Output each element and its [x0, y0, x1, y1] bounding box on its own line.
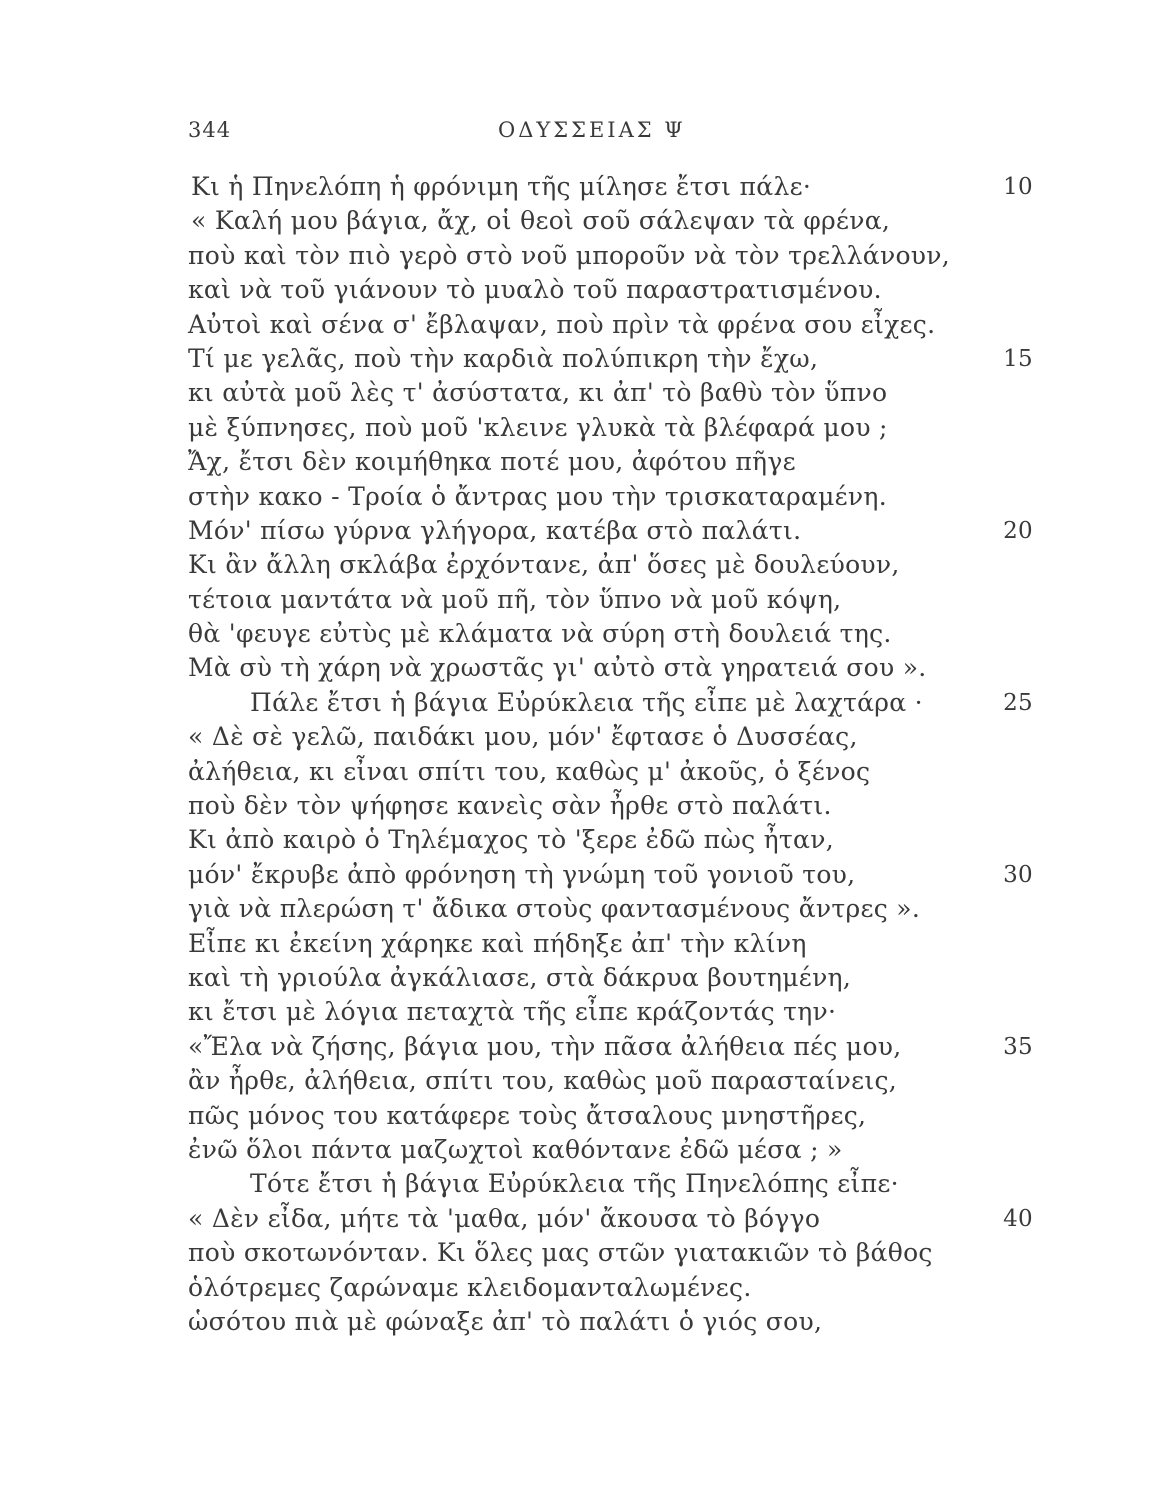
verse-line — [188, 170, 1048, 204]
verse-line-text: Μὰ σὺ τὴ χάρη νὰ χρωστᾶς γι' αὐτὸ στὰ γηρατειά σου ». — [188, 653, 927, 683]
verse-line-text: τέτοια μαντάτα νὰ μοῦ πῆ, τὸν ὕπνο νὰ μοῦ κόψη, — [188, 584, 842, 614]
verse-line — [188, 961, 1048, 995]
verse-line-text: ἀλήθεια, κι εἶναι σπίτι του, καθὼς μ' ἀκοῦς, ὁ ξένος — [188, 756, 871, 786]
verse-line — [188, 892, 1048, 926]
verse-line-text: Κι ἡ Πηνελόπη ἡ φρόνιμη τῆς μίλησε ἔτσι πάλε· — [191, 172, 812, 201]
verse-line — [188, 755, 1048, 789]
page-title: ΟΔΥΣΣΕΙΑΣ Ψ — [498, 118, 686, 142]
line-number: 25 — [1003, 689, 1033, 716]
verse-line-text: πῶς μόνος του κατάφερε τοὺς ἄτσαλους μνηστῆρες, — [188, 1100, 867, 1130]
line-number: 10 — [1003, 174, 1033, 200]
running-head — [188, 118, 1016, 148]
verse-line — [188, 273, 1048, 307]
line-number: 40 — [1003, 1205, 1033, 1232]
verse-line-text: Πάλε ἔτσι ἡ βάγια Εὐρύκλεια τῆς εἶπε μὲ λαχτάρα · — [250, 687, 923, 717]
verse-line-text: ποὺ σκοτωνόνταν. Κι ὅλες μας στῶν γιατακιῶν τὸ βάθος — [188, 1238, 933, 1268]
verse-line-text: ἂν ἦρθε, ἀλήθεια, σπίτι του, καθὼς μοῦ παρασταίνεις, — [188, 1066, 898, 1096]
verse-line — [188, 445, 1048, 479]
verse-line — [188, 1305, 1048, 1339]
verse-line — [188, 1030, 1048, 1064]
verse-line-text: Κι ἀπὸ καιρὸ ὁ Τηλέμαχος τὸ 'ξερε ἐδῶ πὼς ἦταν, — [188, 825, 834, 855]
verse-line — [188, 617, 1048, 651]
verse-line — [188, 548, 1048, 582]
verse-line-text: « Δὲν εἶδα, μήτε τὰ 'μαθα, μόν' ἄκουσα τὸ βόγγο — [188, 1203, 821, 1233]
verse-line — [188, 651, 1048, 685]
verse-block — [188, 170, 1048, 1339]
verse-line — [188, 1064, 1048, 1098]
verse-line-text: καὶ τὴ γριούλα ἀγκάλιασε, στὰ δάκρυα βουτημένη, — [188, 962, 852, 992]
verse-line — [188, 789, 1048, 823]
verse-line-text: Αὐτοὶ καὶ σένα σ' ἔβλαψαν, ποὺ πρὶν τὰ φρένα σου εἶχες. — [188, 309, 936, 339]
verse-line — [188, 927, 1048, 961]
verse-line — [188, 308, 1048, 342]
verse-line-text: Κι ἂν ἄλλη σκλάβα ἐρχόντανε, ἀπ' ὅσες μὲ δουλεύουν, — [188, 550, 900, 580]
verse-line-text: Τότε ἔτσι ἡ βάγια Εὐρύκλεια τῆς Πηνελόπης εἶπε· — [250, 1169, 899, 1199]
verse-line-text: κι ἔτσι μὲ λόγια πεταχτὰ τῆς εἶπε κράζοντάς την· — [188, 997, 837, 1027]
verse-line — [188, 204, 1048, 238]
verse-line — [188, 720, 1048, 754]
verse-line-text: στὴν κακο - Τροία ὁ ἄντρας μου τὴν τρισκαταραμένη. — [188, 481, 887, 511]
verse-line-text: καὶ νὰ τοῦ γιάνουν τὸ μυαλὸ τοῦ παραστρατισμένου. — [188, 275, 882, 305]
page-number: 344 — [188, 118, 232, 142]
line-number: 30 — [1003, 861, 1033, 888]
verse-line-text: Τί με γελᾶς, ποὺ τὴν καρδιὰ πολύπικρη τὴν ἔχω, — [188, 343, 819, 373]
verse-line-text: Μόν' πίσω γύρνα γλήγορα, κατέβα στὸ παλάτι. — [188, 515, 802, 545]
verse-line-text: μὲ ξύπνησες, ποὺ μοῦ 'κλεινε γλυκὰ τὰ βλέφαρά μου ; — [188, 412, 888, 442]
verse-line-text: γιὰ νὰ πλερώση τ' ἄδικα στοὺς φαντασμένους ἄντρες ». — [188, 894, 921, 924]
verse-line — [188, 1236, 1048, 1270]
verse-line — [188, 239, 1048, 273]
line-number: 20 — [1003, 517, 1033, 544]
verse-line-text: ἐνῶ ὅλοι πάντα μαζωχτοὶ καθόντανε ἐδῶ μέσα ; » — [188, 1134, 843, 1164]
verse-line — [188, 1133, 1048, 1167]
verse-line — [188, 342, 1048, 376]
verse-line — [188, 1202, 1048, 1236]
verse-line — [188, 686, 1048, 720]
line-number: 15 — [1003, 345, 1033, 372]
verse-line-text: ὁλότρεμες ζαρώναμε κλειδομανταλωμένες. — [188, 1272, 752, 1302]
verse-line — [188, 823, 1048, 857]
verse-line — [188, 1167, 1048, 1201]
verse-line — [188, 858, 1048, 892]
verse-line — [188, 411, 1048, 445]
verse-line — [188, 480, 1048, 514]
verse-line-text: ποὺ δὲν τὸν ψήφησε κανεὶς σὰν ἦρθε στὸ παλάτι. — [188, 791, 832, 821]
verse-line-text: « Καλή μου βάγια, ἄχ, οἱ θεοὶ σοῦ σάλεψαν τὰ φρένα, — [191, 206, 891, 236]
verse-line — [188, 514, 1048, 548]
verse-line-text: Ἄχ, ἔτσι δὲν κοιμήθηκα ποτέ μου, ἀφότου πῆγε — [188, 447, 796, 477]
verse-line — [188, 1271, 1048, 1305]
verse-line-text: κι αὐτὰ μοῦ λὲς τ' ἀσύστατα, κι ἀπ' τὸ βαθὺ τὸν ὕπνο — [188, 378, 888, 408]
verse-line-text: Εἶπε κι ἐκείνη χάρηκε καὶ πήδηξε ἀπ' τὴν κλίνη — [188, 928, 807, 958]
verse-line — [188, 583, 1048, 617]
verse-line — [188, 995, 1048, 1029]
verse-line-text: ὡσότου πιὰ μὲ φώναξε ἀπ' τὸ παλάτι ὁ γιός σου, — [188, 1306, 823, 1336]
verse-line-text: « Δὲ σὲ γελῶ, παιδάκι μου, μόν' ἔφτασε ὁ Δυσσέας, — [188, 722, 858, 752]
verse-line-text: θὰ 'φευγε εὐτὺς μὲ κλάματα νὰ σύρη στὴ δουλειά της. — [188, 619, 892, 649]
verse-line — [188, 376, 1048, 410]
verse-line-text: «Ἔλα νὰ ζήσης, βάγια μου, τὴν πᾶσα ἀλήθεια πές μου, — [188, 1031, 902, 1061]
line-number: 35 — [1003, 1033, 1033, 1060]
verse-line-text: μόν' ἔκρυβε ἀπὸ φρόνηση τὴ γνώμη τοῦ γονιοῦ του, — [188, 859, 856, 889]
verse-line-text: ποὺ καὶ τὸν πιὸ γερὸ στὸ νοῦ μποροῦν νὰ τὸν τρελλάνουν, — [188, 240, 951, 270]
verse-line — [188, 1099, 1048, 1133]
